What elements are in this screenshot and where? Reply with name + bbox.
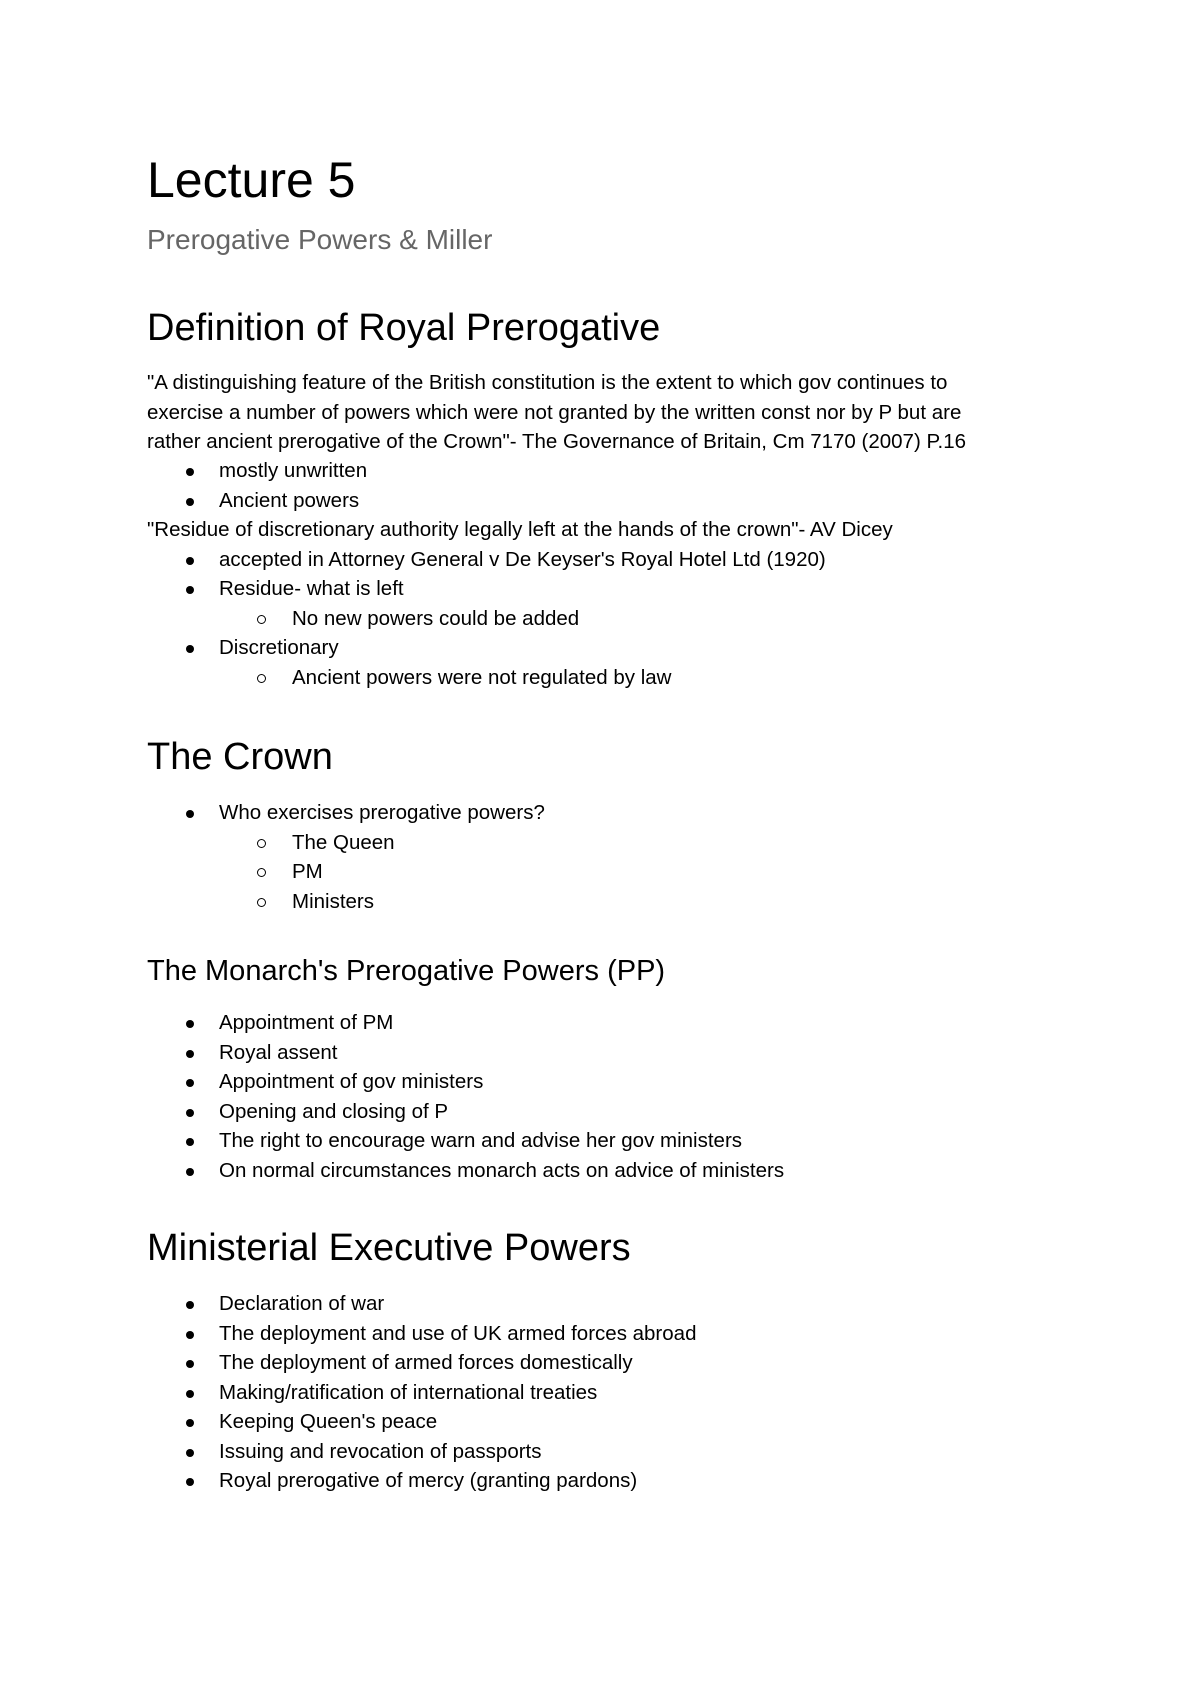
bullet-dot-icon [186,1419,194,1427]
list-item-text: Who exercises prerogative powers? [219,801,545,824]
bullet-dot-icon [186,645,194,653]
bullet-dot-icon [186,810,194,818]
list-item [147,633,1107,663]
sub-list-item-text: The Queen [292,830,395,854]
bullet-dot-icon [186,1360,194,1368]
bullet-dot-icon [186,1138,194,1146]
bullet-dot-icon [186,1301,194,1309]
list-item [147,574,1107,604]
sub-list-item-text: Ministers [292,889,375,913]
bullet-dot-icon [186,557,194,565]
list-item [147,798,1107,828]
list-item-text: Keeping Queen's peace [219,1410,438,1433]
list-item-text: Issuing and revocation of passports [219,1439,542,1463]
list-item-text: The right to encourage warn and advise her gov ministers [219,1129,743,1152]
list-item [147,1289,1107,1319]
bullet-dot-icon [186,1390,194,1398]
list-item [147,456,1107,486]
sub-list-item-text: Ancient powers were not regulated by law [292,665,672,689]
sub-list-item [147,828,1107,858]
list-item-text: On normal circumstances monarch acts on advice of ministers [219,1158,785,1182]
list-item [147,1008,1107,1038]
crown-bullet-list [147,798,1107,916]
bullet-dot-icon [186,1109,194,1117]
quote-line: rather ancient prerogative of the Crown"- The Governance of Britain, Cm 7170 (2007) P.16 [147,430,966,453]
monarch-bullet-list [147,1008,1107,1185]
bullet-dot-icon [186,1079,194,1087]
bullet-circle-icon [257,898,266,907]
list-item-text: Discretionary [219,636,339,659]
bullet-circle-icon [257,839,266,848]
list-item [147,1437,1107,1467]
list-item [147,1097,1107,1127]
list-item-text: Opening and closing of P [219,1099,449,1123]
list-item-text: Appointment of gov ministers [219,1070,484,1093]
list-item [147,1466,1107,1496]
dicey-quote-text: "Residue of discretionary authority legally left at the hands of the crown"- AV Dicey [147,518,893,541]
list-item [147,1407,1107,1437]
bullet-circle-icon [257,868,266,877]
bullet-dot-icon [186,1050,194,1058]
list-item-text: Royal assent [219,1040,338,1064]
list-item [147,545,1107,575]
bullet-dot-icon [186,1020,194,1028]
list-item-text: Royal prerogative of mercy (granting pardons) [219,1469,638,1492]
sub-list-item-text: No new powers could be added [292,606,580,630]
bullet-dot-icon [186,1168,194,1176]
governance-quote [147,368,1107,457]
list-item [147,1038,1107,1068]
list-item [147,1319,1107,1349]
dicey-quote [147,515,1107,545]
definition-bullet-list [147,456,1107,692]
bullet-dot-icon [186,1331,194,1339]
document-title: Lecture 5 [147,152,356,208]
list-item [147,1348,1107,1378]
document-subtitle: Prerogative Powers & Miller [147,224,493,255]
sub-list-item-text: PM [292,860,323,883]
list-item [147,486,1107,516]
bullet-dot-icon [186,1449,194,1457]
list-item-text: mostly unwritten [219,459,368,482]
list-item-text: Ancient powers [219,488,360,512]
heading-monarch-powers: The Monarch's Prerogative Powers (PP) [147,955,666,987]
list-item-text: accepted in Attorney General v De Keyser's Royal Hotel Ltd (1920) [219,547,826,571]
list-item [147,1126,1107,1156]
list-item-text: Appointment of PM [219,1011,394,1034]
bullet-circle-icon [257,615,266,624]
ministerial-bullet-list [147,1289,1107,1496]
heading-definition: Definition of Royal Prerogative [147,307,661,349]
bullet-dot-icon [186,586,194,594]
sub-list-item [147,887,1107,917]
list-item-text: The deployment and use of UK armed forces abroad [219,1321,697,1345]
bullet-dot-icon [186,498,194,506]
sub-list-item [147,604,1107,634]
list-item-text: Declaration of war [219,1292,385,1315]
list-item [147,1067,1107,1097]
sub-list-item [147,857,1107,887]
bullet-dot-icon [186,1478,194,1486]
list-item-text: Residue- what is left [219,577,404,600]
bullet-circle-icon [257,674,266,683]
sub-list-item [147,663,1107,693]
heading-ministerial-powers: Ministerial Executive Powers [147,1227,631,1269]
quote-line: "A distinguishing feature of the British constitution is the extent to which gov continues to [147,371,948,394]
bullet-dot-icon [186,468,194,476]
heading-crown: The Crown [147,736,333,778]
quote-line: exercise a number of powers which were not granted by the written const nor by P but are [147,400,962,424]
list-item-text: Making/ratification of international treaties [219,1380,598,1404]
list-item-text: The deployment of armed forces domestically [219,1351,633,1374]
list-item [147,1378,1107,1408]
list-item [147,1156,1107,1186]
